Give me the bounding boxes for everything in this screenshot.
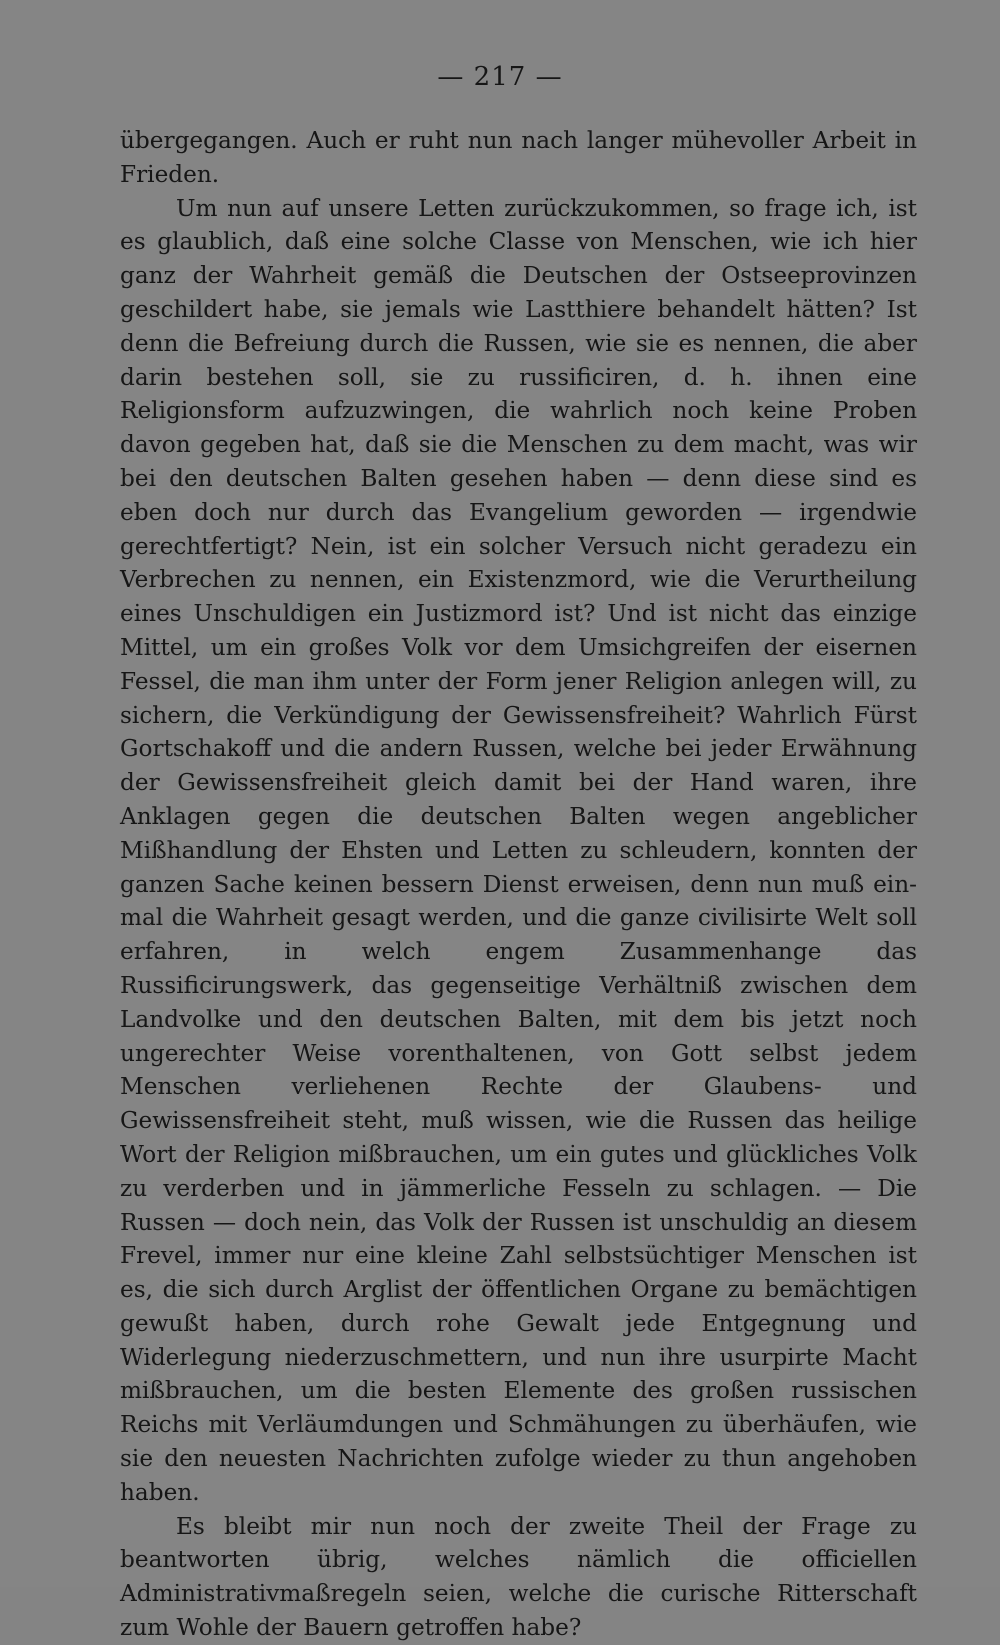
page-number: — 217 — [437, 62, 563, 92]
page-body [120, 124, 917, 1645]
paragraph-1: übergegangen. Auch er ruht nun nach langer mühevoller Arbeit in Frieden. [120, 127, 917, 188]
paragraph-3: Es bleibt mir nun noch der zweite Theil der Frage zu beantworten übrig, welches nämlich die officiellen Administrativmaßregeln seien, welche die curische Ritterschaft zum Wohle der Bauern getroffen habe? [120, 1512, 917, 1642]
paragraph-2: Um nun auf unsere Letten zurückzukommen, so frage ich, ist es glaublich, daß eine solche Classe von Menschen, wie ich hier ganz der Wahrheit gemäß die Deutschen der Ostseeprovinzen geschildert habe, sie jemals wie Lastthiere behandelt hätten? Ist denn die Befreiung durch die Russen, wie sie es nennen, die aber darin bestehen soll, sie zu russificiren, d. h. ihnen eine Religionsform aufzuzwingen, die wahrlich noch keine Proben davon gegeben hat, daß sie die Menschen zu dem macht, was wir bei den deutschen Balten gesehen haben — denn diese sind es eben doch nur durch das Evangelium geworden — irgendwie gerechtfertigt? Nein, ist ein solcher Versuch nicht geradezu ein Verbrechen zu nennen, ein Existenzmord, wie die Verurtheilung eines Unschuldigen ein Justizmord ist? Und ist nicht das einzige Mittel, um ein großes Volk vor dem Umsichgreifen der eisernen Fessel, die man ihm unter der Form jener Religion anlegen will, zu sichern, die Verkündigung der Gewissensfreiheit? Wahrlich Fürst Gortschakoff und die andern Russen, welche bei jeder Erwähnung der Gewissensfreiheit gleich damit bei der Hand waren, ihre Anklagen gegen die deutschen Balten wegen angeblicher Mißhandlung der Ehsten und Letten zu schleudern, konnten der ganzen Sache keinen bessern Dienst erweisen, denn nun muß einmal die Wahrheit gesagt werden, und die ganze civilisirte Welt soll erfahren, in welch engem Zusammenhange das Russificirungswerk, das gegenseitige Verhältniß zwischen dem Landvolke und den deutschen Balten, mit dem bis jetzt noch ungerechter Weise vorenthaltenen, von Gott selbst jedem Menschen verliehenen Rechte der Glaubens- und Gewissensfreiheit steht, muß wissen, wie die Russen das heilige Wort der Religion mißbrauchen, um ein gutes und glückliches Volk zu verderben und in jämmerliche Fesseln zu schlagen. — Die Russen — doch nein, das Volk der Russen ist unschuldig an diesem Frevel, immer nur eine kleine Zahl selbstsüchtiger Menschen ist es, die sich durch Arglist der öffentlichen Organe zu bemächtigen gewußt haben, durch rohe Gewalt jede Entgegnung und Widerlegung niederzuschmettern, und nun ihre usurpirte Macht mißbrauchen, um die besten Elemente des großen russischen Reichs mit Verläumdungen und Schmähungen zu überhäufen, wie sie den neuesten Nachrichten zufolge wieder zu thun angehoben haben. [120, 194, 917, 1506]
